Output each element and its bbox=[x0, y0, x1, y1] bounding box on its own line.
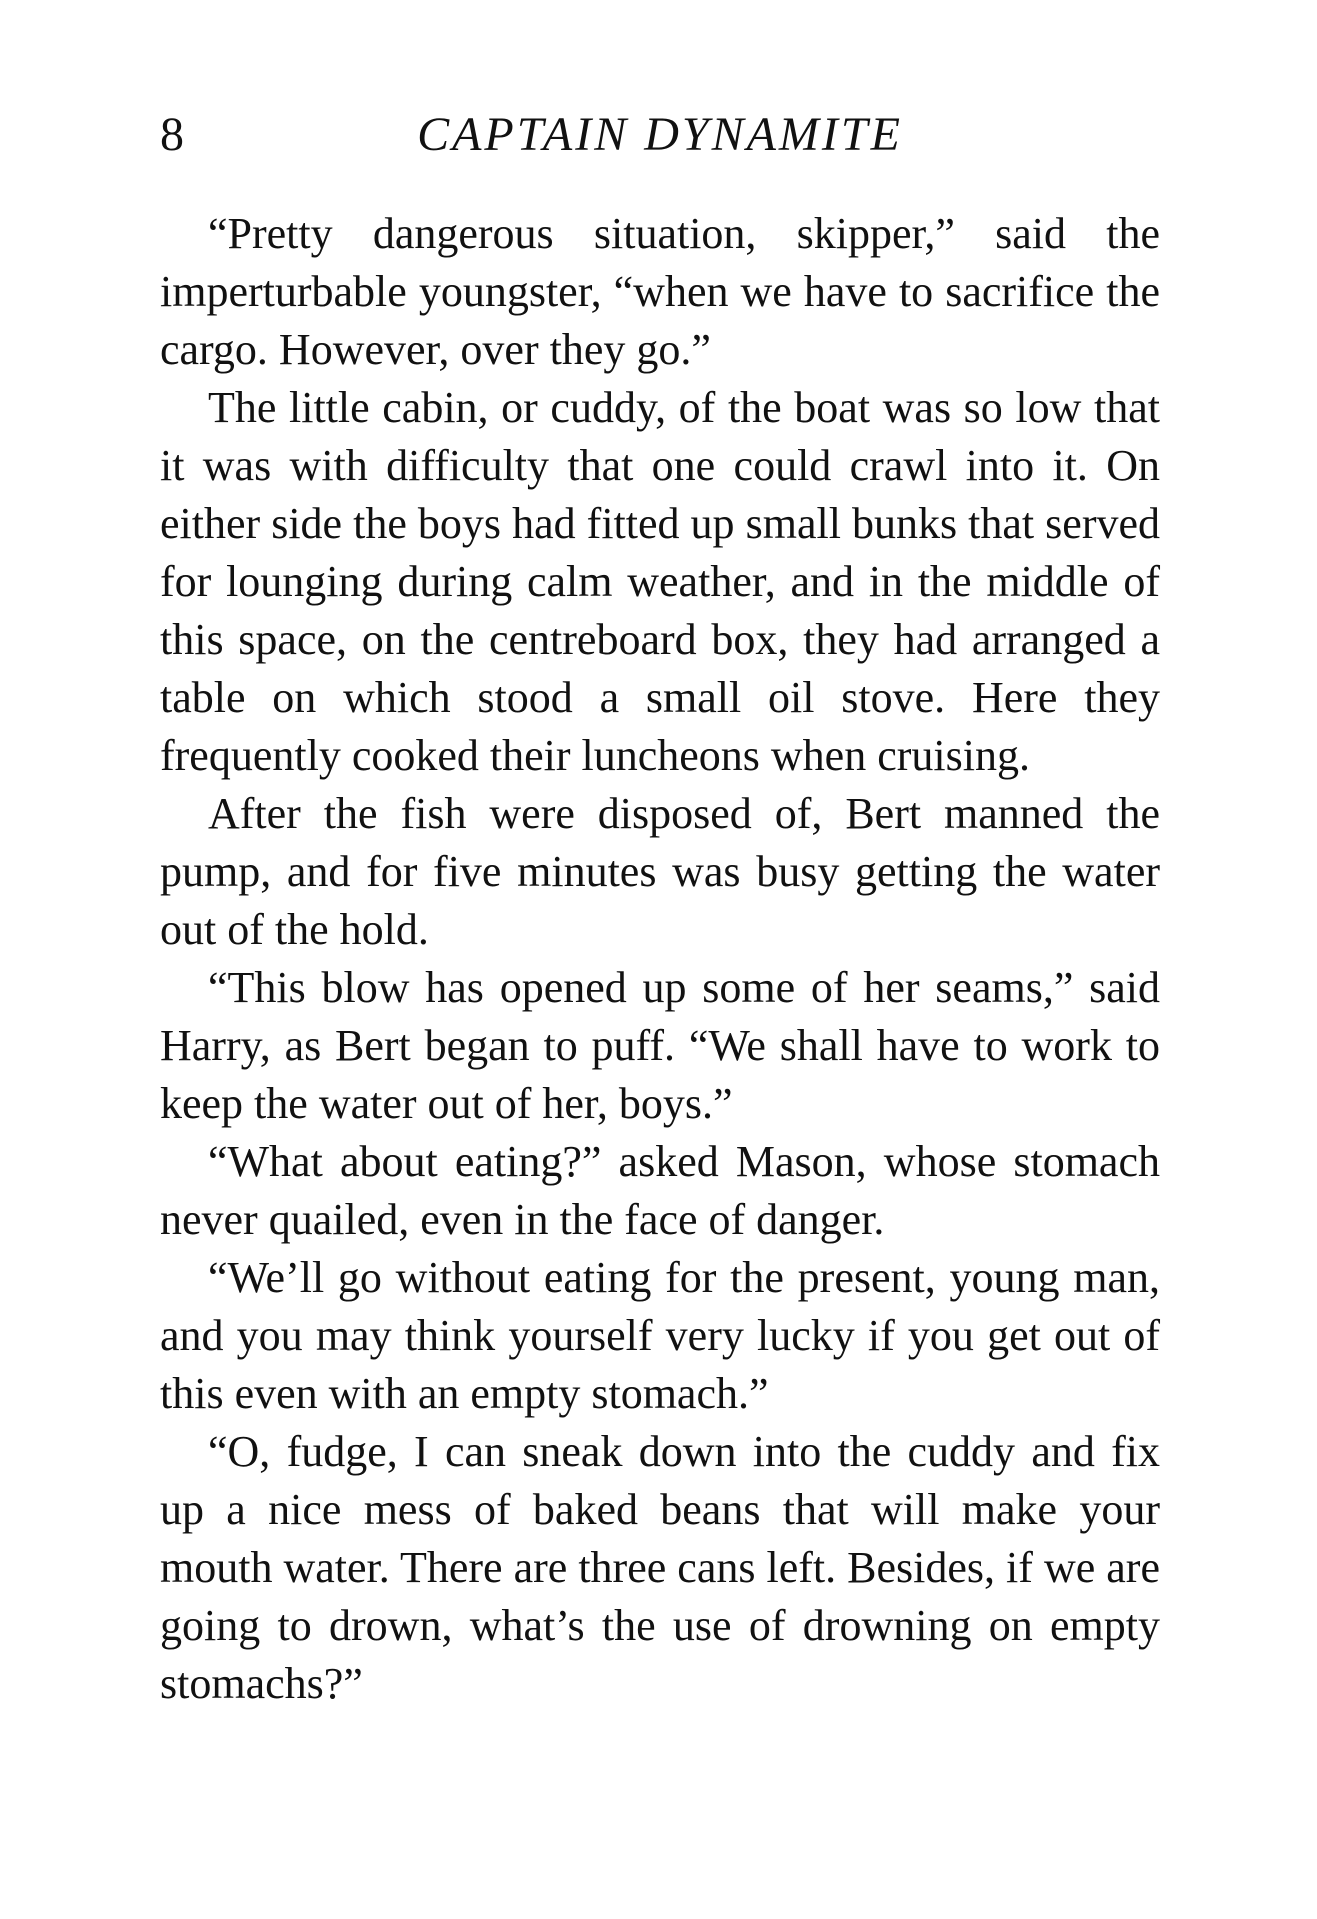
paragraph: After the fish were disposed of, Bert manned the pump, and for five minutes was busy getting the water out of the hold. bbox=[160, 789, 1160, 954]
paragraph: “This blow has opened up some of her seams,” said Harry, as Bert began to puff. “We shall have to work to keep the water out of her, boys.” bbox=[160, 963, 1160, 1128]
paragraph: “O, fudge, I can sneak down into the cuddy and fix up a nice mess of baked beans that will make your mouth water. There are three cans left. Besides, if we are going to drown, what’s the use of drowning on empty stomachs?” bbox=[160, 1427, 1160, 1708]
paragraph: “What about eating?” asked Mason, whose stomach never quailed, even in the face of danger. bbox=[160, 1137, 1160, 1244]
paragraph: “Pretty dangerous situation, skipper,” said the imperturbable youngster, “when we have to sacrifice the cargo. However, over they go.” bbox=[160, 209, 1160, 374]
paragraph: The little cabin, or cuddy, of the boat was so low that it was with difficulty that one could crawl into it. On either side the boys had fitted up small bunks that served for lounging during calm weather, and in the middle of this space, on the centreboard box, they had arranged a table on which stood a small oil stove. Here they frequently cooked their luncheons when cruising. bbox=[160, 383, 1160, 780]
page-header bbox=[160, 100, 1160, 170]
running-title: CAPTAIN DYNAMITE bbox=[417, 108, 903, 161]
body-text bbox=[160, 205, 1160, 1713]
page-number: 8 bbox=[160, 108, 184, 161]
paragraph: “We’ll go without eating for the present, young man, and you may think yourself very lucky if you get out of this even with an empty stomach.” bbox=[160, 1253, 1160, 1418]
